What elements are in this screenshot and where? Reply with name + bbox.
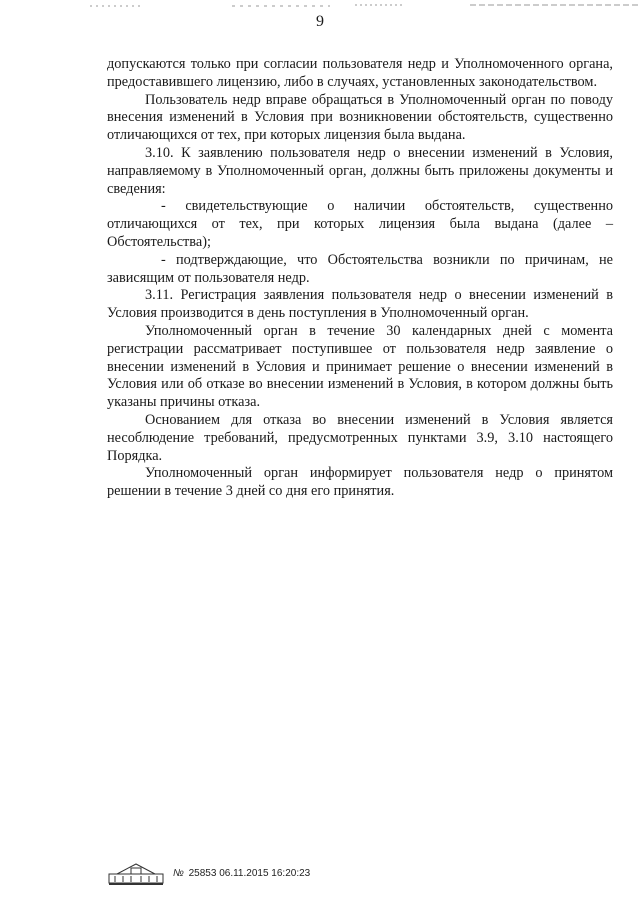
paragraph: Уполномоченный орган в течение 30 календарных дней с момента регистрации рассматривает поступившее от пользователя недр заявление о внесении изменений в Условия и принимает решение о внесении изменений в Условия или об отказе во внесении изменений в Условия, в котором должны быть указаны причины отказа. [107, 322, 613, 411]
list-item: - подтверждающие, что Обстоятельства возникли по причинам, не зависящим от пользователя недр. [107, 251, 613, 286]
paragraph: Уполномоченный орган информирует пользователя недр о принятом решении в течение 3 дней со дня его принятия. [107, 465, 613, 500]
building-logo-icon [107, 860, 165, 886]
registration-footer [107, 860, 310, 886]
page-number: 9 [316, 13, 324, 30]
list-item: - свидетельствующие о наличии обстоятельств, существенно отличающихся от тех, при которых лицензия была выдана (далее – Обстоятельства); [107, 198, 613, 250]
paragraph-3-11: 3.11. Регистрация заявления пользователя недр о внесении изменений в Условия производится в день поступления в Уполномоченный орган. [107, 287, 613, 322]
paragraph: Пользователь недр вправе обращаться в Уполномоченный орган по поводу внесения изменений в Условия при возникновении обстоятельств, существенно отличающихся от тех, при которых лицензия была выдана. [107, 91, 613, 144]
number-sign: № [173, 867, 184, 879]
document-body [107, 56, 613, 501]
paragraph-continuation: допускаются только при согласии пользователя недр и Уполномоченного органа, предоставившего лицензию, либо в случаях, установленных законодательством. [107, 56, 613, 90]
registration-number: 25853 06.11.2015 16:20:23 [188, 867, 311, 879]
paragraph: Основанием для отказа во внесении изменений в Условия является несоблюдение требований, предусмотренных пунктами 3.9, 3.10 настоящего Порядка. [107, 411, 613, 464]
scan-edge-marks [0, 0, 640, 12]
registration-stamp [173, 868, 310, 879]
paragraph-3-10: 3.10. К заявлению пользователя недр о внесении изменений в Условия, направляемому в Уполномоченный орган, должны быть приложены документы и сведения: [107, 144, 613, 197]
